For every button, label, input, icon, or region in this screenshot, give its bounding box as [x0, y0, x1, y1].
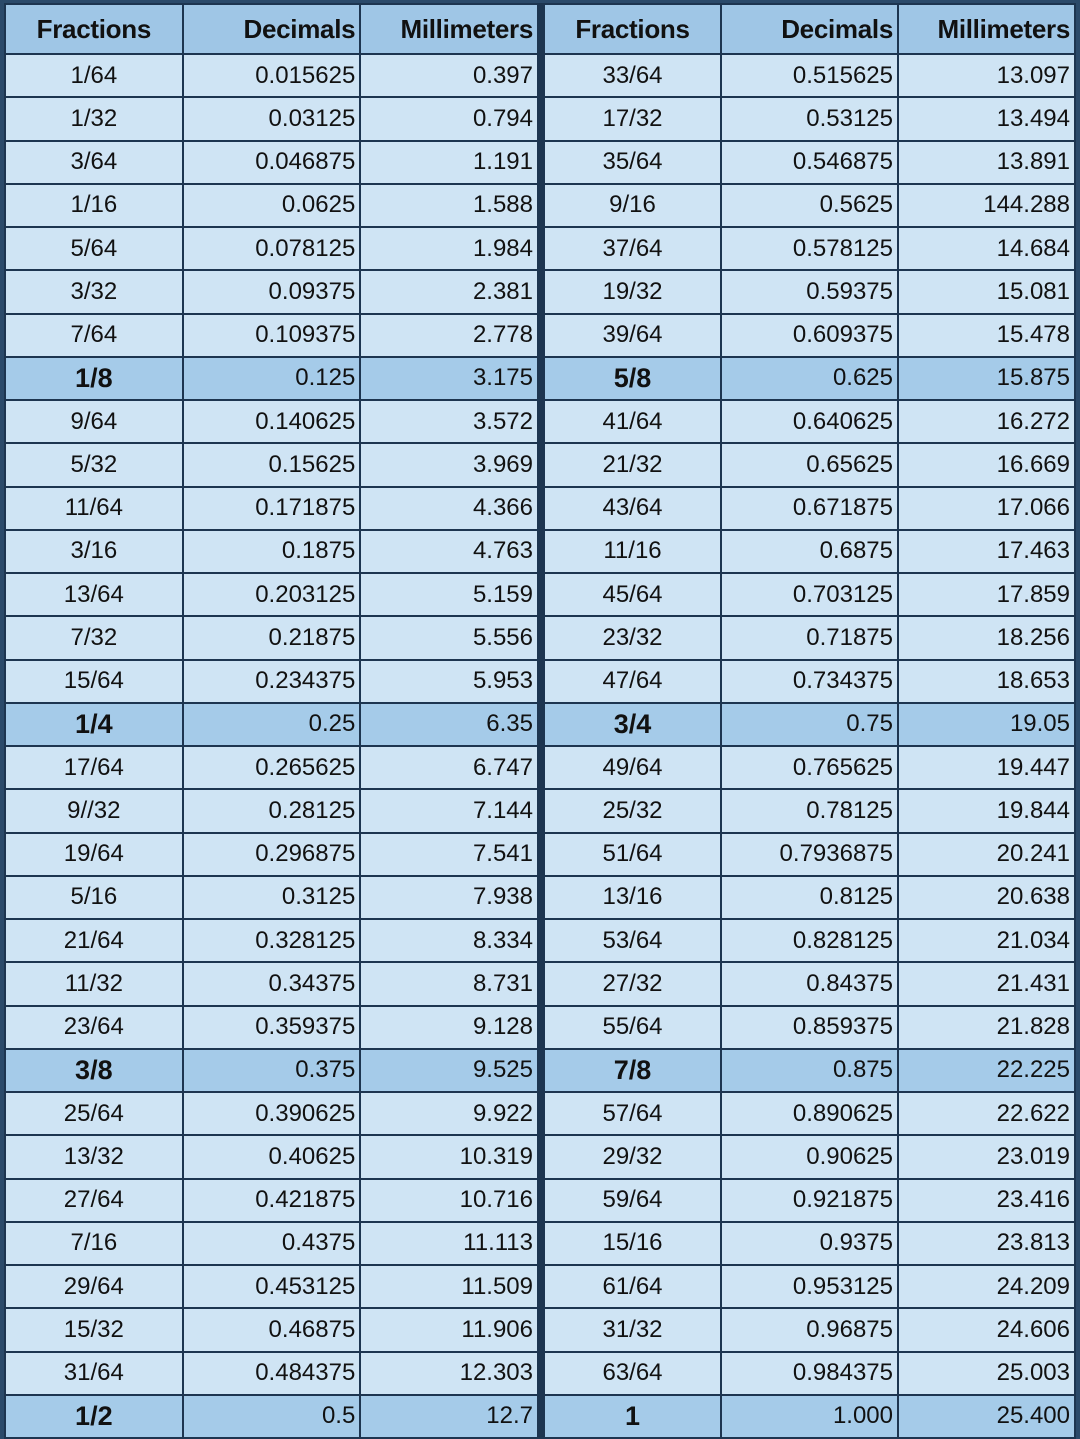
decimal-cell: 0.703125 [721, 573, 898, 616]
fraction-cell: 55/64 [544, 1006, 721, 1049]
fraction-cell: 61/64 [544, 1265, 721, 1308]
decimal-cell: 0.125 [183, 357, 361, 400]
table-row [544, 1006, 1075, 1049]
millimeter-cell: 5.556 [360, 616, 538, 659]
decimal-cell: 0.75 [721, 703, 898, 746]
millimeter-cell: 6.35 [360, 703, 538, 746]
fraction-cell: 49/64 [544, 746, 721, 789]
table-row-highlighted [5, 1049, 538, 1092]
decimal-cell: 0.921875 [721, 1179, 898, 1222]
millimeter-cell: 22.622 [898, 1092, 1075, 1135]
fraction-cell: 1/64 [5, 54, 183, 97]
decimal-cell: 0.5 [183, 1395, 361, 1438]
decimal-cell: 0.53125 [721, 97, 898, 140]
decimal-cell: 0.171875 [183, 487, 361, 530]
millimeter-cell: 11.113 [360, 1222, 538, 1265]
decimal-cell: 0.890625 [721, 1092, 898, 1135]
fraction-cell: 13/64 [5, 573, 183, 616]
decimal-cell: 0.859375 [721, 1006, 898, 1049]
fraction-cell: 13/16 [544, 876, 721, 919]
fraction-cell: 27/64 [5, 1179, 183, 1222]
decimal-cell: 0.625 [721, 357, 898, 400]
table-body [5, 54, 538, 1438]
table-row [544, 400, 1075, 443]
fraction-cell: 5/64 [5, 227, 183, 270]
millimeter-cell: 7.938 [360, 876, 538, 919]
fraction-cell: 59/64 [544, 1179, 721, 1222]
fraction-cell: 1 [544, 1395, 721, 1438]
millimeter-cell: 1.588 [360, 184, 538, 227]
millimeter-cell: 5.159 [360, 573, 538, 616]
fraction-cell: 21/64 [5, 919, 183, 962]
table-body [544, 54, 1075, 1438]
fraction-cell: 1/16 [5, 184, 183, 227]
fraction-cell: 57/64 [544, 1092, 721, 1135]
table-row [5, 227, 538, 270]
millimeter-cell: 15.081 [898, 270, 1075, 313]
fraction-cell: 41/64 [544, 400, 721, 443]
header-millimeters: Millimeters [898, 4, 1075, 54]
fraction-cell: 5/16 [5, 876, 183, 919]
millimeter-cell: 2.381 [360, 270, 538, 313]
millimeter-cell: 23.416 [898, 1179, 1075, 1222]
fraction-cell: 17/64 [5, 746, 183, 789]
table-row [5, 54, 538, 97]
millimeter-cell: 17.859 [898, 573, 1075, 616]
millimeter-cell: 13.097 [898, 54, 1075, 97]
millimeter-cell: 11.509 [360, 1265, 538, 1308]
decimal-cell: 0.484375 [183, 1352, 361, 1395]
decimal-cell: 0.65625 [721, 443, 898, 486]
fraction-cell: 9//32 [5, 789, 183, 832]
millimeter-cell: 3.969 [360, 443, 538, 486]
decimal-cell: 0.546875 [721, 141, 898, 184]
decimal-cell: 0.0625 [183, 184, 361, 227]
fraction-cell: 15/64 [5, 660, 183, 703]
fraction-cell: 19/64 [5, 833, 183, 876]
fraction-cell: 15/32 [5, 1308, 183, 1351]
decimal-cell: 0.515625 [721, 54, 898, 97]
millimeter-cell: 3.175 [360, 357, 538, 400]
decimal-cell: 0.71875 [721, 616, 898, 659]
decimal-cell: 0.078125 [183, 227, 361, 270]
fraction-cell: 53/64 [544, 919, 721, 962]
millimeter-cell: 10.716 [360, 1179, 538, 1222]
header-fractions: Fractions [544, 4, 721, 54]
millimeter-cell: 6.747 [360, 746, 538, 789]
table-row [5, 1135, 538, 1178]
decimal-cell: 0.21875 [183, 616, 361, 659]
millimeter-cell: 8.334 [360, 919, 538, 962]
millimeter-cell: 11.906 [360, 1308, 538, 1351]
decimal-cell: 0.265625 [183, 746, 361, 789]
table-row [544, 270, 1075, 313]
millimeter-cell: 19.05 [898, 703, 1075, 746]
fraction-cell: 7/32 [5, 616, 183, 659]
millimeter-cell: 1.984 [360, 227, 538, 270]
table-row [5, 919, 538, 962]
fraction-cell: 1/4 [5, 703, 183, 746]
millimeter-cell: 4.366 [360, 487, 538, 530]
millimeter-cell: 21.034 [898, 919, 1075, 962]
millimeter-cell: 20.638 [898, 876, 1075, 919]
fraction-cell: 9/16 [544, 184, 721, 227]
table-row [544, 97, 1075, 140]
decimal-cell: 0.3125 [183, 876, 361, 919]
conversion-table-left [4, 3, 539, 1439]
header-row [544, 4, 1075, 54]
table-row [544, 530, 1075, 573]
decimal-cell: 0.140625 [183, 400, 361, 443]
fraction-cell: 11/16 [544, 530, 721, 573]
table-row [544, 184, 1075, 227]
table-row [544, 1265, 1075, 1308]
millimeter-cell: 7.144 [360, 789, 538, 832]
fraction-cell: 23/32 [544, 616, 721, 659]
table-row [5, 1092, 538, 1135]
millimeter-cell: 5.953 [360, 660, 538, 703]
fraction-cell: 37/64 [544, 227, 721, 270]
table-row [5, 1006, 538, 1049]
millimeter-cell: 2.778 [360, 314, 538, 357]
decimal-cell: 0.953125 [721, 1265, 898, 1308]
millimeter-cell: 3.572 [360, 400, 538, 443]
millimeter-cell: 16.272 [898, 400, 1075, 443]
decimal-cell: 0.59375 [721, 270, 898, 313]
fraction-cell: 3/16 [5, 530, 183, 573]
fraction-cell: 29/64 [5, 1265, 183, 1308]
table-row [5, 270, 538, 313]
decimal-cell: 0.15625 [183, 443, 361, 486]
table-row [544, 141, 1075, 184]
fraction-cell: 9/64 [5, 400, 183, 443]
millimeter-cell: 12.7 [360, 1395, 538, 1438]
table-row-highlighted [544, 1395, 1075, 1438]
millimeter-cell: 9.128 [360, 1006, 538, 1049]
decimal-cell: 0.609375 [721, 314, 898, 357]
decimal-cell: 0.46875 [183, 1308, 361, 1351]
table-row [5, 962, 538, 1005]
decimal-cell: 0.40625 [183, 1135, 361, 1178]
millimeter-cell: 14.684 [898, 227, 1075, 270]
fraction-cell: 5/32 [5, 443, 183, 486]
decimal-cell: 0.453125 [183, 1265, 361, 1308]
table-row [5, 97, 538, 140]
table-row [544, 573, 1075, 616]
table-row [5, 443, 538, 486]
decimal-cell: 0.4375 [183, 1222, 361, 1265]
table-row [544, 616, 1075, 659]
decimal-cell: 0.7936875 [721, 833, 898, 876]
decimal-cell: 0.234375 [183, 660, 361, 703]
table-row-highlighted [544, 1049, 1075, 1092]
millimeter-cell: 23.813 [898, 1222, 1075, 1265]
millimeter-cell: 19.447 [898, 746, 1075, 789]
table-row [5, 400, 538, 443]
decimal-cell: 0.96875 [721, 1308, 898, 1351]
table-row [5, 314, 538, 357]
header-decimals: Decimals [721, 4, 898, 54]
decimal-cell: 0.25 [183, 703, 361, 746]
fraction-cell: 47/64 [544, 660, 721, 703]
millimeter-cell: 25.003 [898, 1352, 1075, 1395]
fraction-cell: 13/32 [5, 1135, 183, 1178]
table-row [5, 876, 538, 919]
table-row [544, 1222, 1075, 1265]
millimeter-cell: 13.494 [898, 97, 1075, 140]
decimal-cell: 0.390625 [183, 1092, 361, 1135]
decimal-cell: 0.984375 [721, 1352, 898, 1395]
table-row [544, 746, 1075, 789]
decimal-cell: 0.734375 [721, 660, 898, 703]
table-row-highlighted [5, 357, 538, 400]
table-row [5, 1308, 538, 1351]
table-row [544, 962, 1075, 1005]
millimeter-cell: 24.606 [898, 1308, 1075, 1351]
table-row [544, 314, 1075, 357]
fraction-cell: 63/64 [544, 1352, 721, 1395]
millimeter-cell: 9.922 [360, 1092, 538, 1135]
millimeter-cell: 15.478 [898, 314, 1075, 357]
table-row [544, 1352, 1075, 1395]
table-row [544, 1092, 1075, 1135]
decimal-cell: 0.8125 [721, 876, 898, 919]
fraction-cell: 25/32 [544, 789, 721, 832]
decimal-cell: 1.000 [721, 1395, 898, 1438]
decimal-cell: 0.90625 [721, 1135, 898, 1178]
millimeter-cell: 18.653 [898, 660, 1075, 703]
fraction-cell: 19/32 [544, 270, 721, 313]
fraction-cell: 11/32 [5, 962, 183, 1005]
table-row [544, 660, 1075, 703]
fraction-cell: 43/64 [544, 487, 721, 530]
millimeter-cell: 21.828 [898, 1006, 1075, 1049]
millimeter-cell: 17.463 [898, 530, 1075, 573]
table-row-highlighted [544, 703, 1075, 746]
table-row [544, 833, 1075, 876]
table-row [544, 1135, 1075, 1178]
table-row [544, 487, 1075, 530]
table-row [5, 487, 538, 530]
fraction-cell: 3/32 [5, 270, 183, 313]
decimal-cell: 0.6875 [721, 530, 898, 573]
millimeter-cell: 22.225 [898, 1049, 1075, 1092]
table-row-highlighted [5, 703, 538, 746]
fraction-cell: 17/32 [544, 97, 721, 140]
decimal-cell: 0.875 [721, 1049, 898, 1092]
table-row [5, 141, 538, 184]
decimal-cell: 0.109375 [183, 314, 361, 357]
fraction-cell: 39/64 [544, 314, 721, 357]
decimal-cell: 0.03125 [183, 97, 361, 140]
fraction-cell: 3/4 [544, 703, 721, 746]
millimeter-cell: 1.191 [360, 141, 538, 184]
decimal-cell: 0.1875 [183, 530, 361, 573]
fraction-cell: 15/16 [544, 1222, 721, 1265]
fraction-cell: 35/64 [544, 141, 721, 184]
fraction-cell: 21/32 [544, 443, 721, 486]
decimal-cell: 0.28125 [183, 789, 361, 832]
decimal-cell: 0.359375 [183, 1006, 361, 1049]
millimeter-cell: 7.541 [360, 833, 538, 876]
decimal-cell: 0.328125 [183, 919, 361, 962]
millimeter-cell: 0.397 [360, 54, 538, 97]
fraction-cell: 31/32 [544, 1308, 721, 1351]
header-decimals: Decimals [183, 4, 361, 54]
decimal-cell: 0.9375 [721, 1222, 898, 1265]
decimal-cell: 0.671875 [721, 487, 898, 530]
table-row [5, 530, 538, 573]
decimal-cell: 0.828125 [721, 919, 898, 962]
fraction-cell: 11/64 [5, 487, 183, 530]
fraction-cell: 7/16 [5, 1222, 183, 1265]
fraction-cell: 7/8 [544, 1049, 721, 1092]
table-row [544, 919, 1075, 962]
millimeter-cell: 12.303 [360, 1352, 538, 1395]
fraction-cell: 5/8 [544, 357, 721, 400]
fraction-cell: 45/64 [544, 573, 721, 616]
millimeter-cell: 24.209 [898, 1265, 1075, 1308]
table-row [5, 573, 538, 616]
fraction-cell: 29/32 [544, 1135, 721, 1178]
decimal-cell: 0.296875 [183, 833, 361, 876]
millimeter-cell: 20.241 [898, 833, 1075, 876]
fraction-cell: 7/64 [5, 314, 183, 357]
table-row [5, 833, 538, 876]
fraction-cell: 51/64 [544, 833, 721, 876]
millimeter-cell: 8.731 [360, 962, 538, 1005]
fraction-cell: 3/64 [5, 141, 183, 184]
table-row [544, 1179, 1075, 1222]
header-fractions: Fractions [5, 4, 183, 54]
decimal-cell: 0.765625 [721, 746, 898, 789]
fraction-cell: 1/2 [5, 1395, 183, 1438]
table-row [5, 789, 538, 832]
decimal-cell: 0.5625 [721, 184, 898, 227]
table-row [5, 1352, 538, 1395]
millimeter-cell: 4.763 [360, 530, 538, 573]
table-row [5, 616, 538, 659]
decimal-cell: 0.578125 [721, 227, 898, 270]
header-row [5, 4, 538, 54]
conversion-chart [4, 3, 1076, 1439]
millimeter-cell: 23.019 [898, 1135, 1075, 1178]
millimeter-cell: 16.669 [898, 443, 1075, 486]
table-row [5, 1222, 538, 1265]
millimeter-cell: 10.319 [360, 1135, 538, 1178]
fraction-cell: 33/64 [544, 54, 721, 97]
table-row [544, 54, 1075, 97]
table-row [544, 1308, 1075, 1351]
conversion-table-right [543, 3, 1076, 1439]
table-row [5, 184, 538, 227]
decimal-cell: 0.640625 [721, 400, 898, 443]
decimal-cell: 0.421875 [183, 1179, 361, 1222]
fraction-cell: 3/8 [5, 1049, 183, 1092]
millimeter-cell: 15.875 [898, 357, 1075, 400]
fraction-cell: 1/8 [5, 357, 183, 400]
millimeter-cell: 17.066 [898, 487, 1075, 530]
decimal-cell: 0.046875 [183, 141, 361, 184]
table-row [544, 876, 1075, 919]
decimal-cell: 0.203125 [183, 573, 361, 616]
fraction-cell: 27/32 [544, 962, 721, 1005]
millimeter-cell: 13.891 [898, 141, 1075, 184]
millimeter-cell: 21.431 [898, 962, 1075, 1005]
millimeter-cell: 144.288 [898, 184, 1075, 227]
millimeter-cell: 18.256 [898, 616, 1075, 659]
millimeter-cell: 19.844 [898, 789, 1075, 832]
decimal-cell: 0.015625 [183, 54, 361, 97]
table-row [5, 1265, 538, 1308]
table-row-highlighted [5, 1395, 538, 1438]
table-row [544, 443, 1075, 486]
decimal-cell: 0.34375 [183, 962, 361, 1005]
table-row-highlighted [544, 357, 1075, 400]
millimeter-cell: 25.400 [898, 1395, 1075, 1438]
table-row [5, 660, 538, 703]
decimal-cell: 0.84375 [721, 962, 898, 1005]
fraction-cell: 31/64 [5, 1352, 183, 1395]
table-row [544, 227, 1075, 270]
fraction-cell: 25/64 [5, 1092, 183, 1135]
table-row [5, 746, 538, 789]
table-row [544, 789, 1075, 832]
millimeter-cell: 0.794 [360, 97, 538, 140]
table-row [5, 1179, 538, 1222]
fraction-cell: 23/64 [5, 1006, 183, 1049]
header-millimeters: Millimeters [360, 4, 538, 54]
decimal-cell: 0.375 [183, 1049, 361, 1092]
decimal-cell: 0.09375 [183, 270, 361, 313]
decimal-cell: 0.78125 [721, 789, 898, 832]
millimeter-cell: 9.525 [360, 1049, 538, 1092]
fraction-cell: 1/32 [5, 97, 183, 140]
